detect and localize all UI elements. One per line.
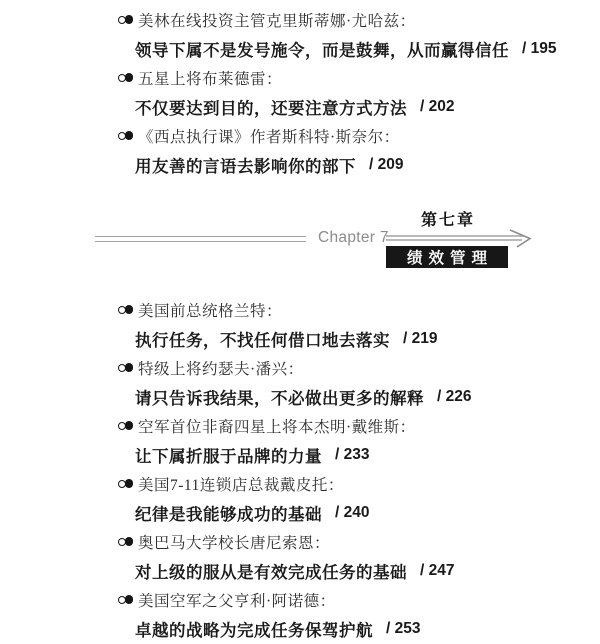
entry-quote-row [118,440,471,469]
entry-source-row [118,5,556,34]
entry-source-row [118,527,471,556]
entry-source-row [118,121,556,150]
entry-source: 美国7-11连锁店总裁戴皮托： [138,476,344,494]
entry-source: 五星上将布莱德雷： [138,70,283,88]
toc-list-top [118,5,556,179]
entry-page-number: / 233 [335,445,370,463]
chapter-number-zh: 第七章 [420,212,475,229]
entry-quote-row [118,34,556,63]
entry-quote-row [118,498,471,527]
entry-quote: 卓越的战略为完成任务保驾护航 [135,621,373,640]
entry-page-number: / 240 [335,503,370,521]
chapter-title-badge: 绩效管理 [386,246,508,268]
entry-page-number: / 209 [369,155,404,173]
entry-source: 美国空军之父亨利·阿诺德： [138,592,336,610]
entry-quote: 对上级的服从是有效完成任务的基础 [135,563,407,582]
entry-quote-row [118,556,471,585]
entry-quote-row [118,382,471,411]
ring-dot-bullet-icon [118,537,133,546]
entry-page-number: / 253 [386,619,421,637]
ring-dot-bullet-icon [118,479,133,488]
toc-entry [118,353,471,411]
entry-page-number: / 202 [420,97,455,115]
entry-page-number: / 226 [437,387,472,405]
entry-quote-row [118,150,556,179]
ring-dot-bullet-icon [118,595,133,604]
entry-source: 奥巴马大学校长唐尼索恩： [138,534,331,552]
entry-source: 美国前总统格兰特： [138,302,283,320]
ring-dot-bullet-icon [118,305,133,314]
entry-page-number: / 247 [420,561,455,579]
entry-page-number: / 195 [522,39,557,57]
toc-entry [118,121,556,179]
entry-source: 空军首位非裔四星上将本杰明·戴维斯： [138,418,416,436]
entry-quote-row [118,324,471,353]
ring-dot-bullet-icon [118,15,133,24]
toc-entry [118,5,556,63]
entry-quote: 请只告诉我结果，不必做出更多的解释 [135,389,424,408]
ring-dot-bullet-icon [118,363,133,372]
entry-quote: 让下属折服于品牌的力量 [135,447,322,466]
chapter-number-en: Chapter 7 [318,229,389,246]
entry-quote: 领导下属不是发号施令，而是鼓舞，从而赢得信任 [135,41,509,60]
entry-quote: 不仅要达到目的，还要注意方式方法 [135,99,407,118]
toc-entry [118,63,556,121]
toc-entry [118,585,471,643]
entry-source-row [118,63,556,92]
divider-double-line [95,236,306,242]
toc-entry [118,411,471,469]
entry-source-row [118,353,471,382]
entry-source-row [118,411,471,440]
entry-source-row [118,469,471,498]
toc-entry [118,469,471,527]
entry-source: 特级上将约瑟夫·潘兴： [138,360,304,378]
entry-page-number: / 219 [403,329,438,347]
entry-source: 美林在线投资主管克里斯蒂娜·尤哈兹： [138,12,416,30]
entry-source-row [118,585,471,614]
toc-list-bottom [118,295,471,643]
entry-quote-row [118,92,556,121]
ring-dot-bullet-icon [118,421,133,430]
entry-quote-row [118,614,471,643]
entry-quote: 用友善的言语去影响你的部下 [135,157,356,176]
entry-source: 《西点执行课》作者斯科特·斯奈尔： [138,128,400,146]
ring-dot-bullet-icon [118,131,133,140]
toc-entry [118,527,471,585]
entry-quote: 执行任务，不找任何借口地去落实 [135,331,390,350]
entry-source-row [118,295,471,324]
ring-dot-bullet-icon [118,73,133,82]
toc-entry [118,295,471,353]
entry-quote: 纪律是我能够成功的基础 [135,505,322,524]
